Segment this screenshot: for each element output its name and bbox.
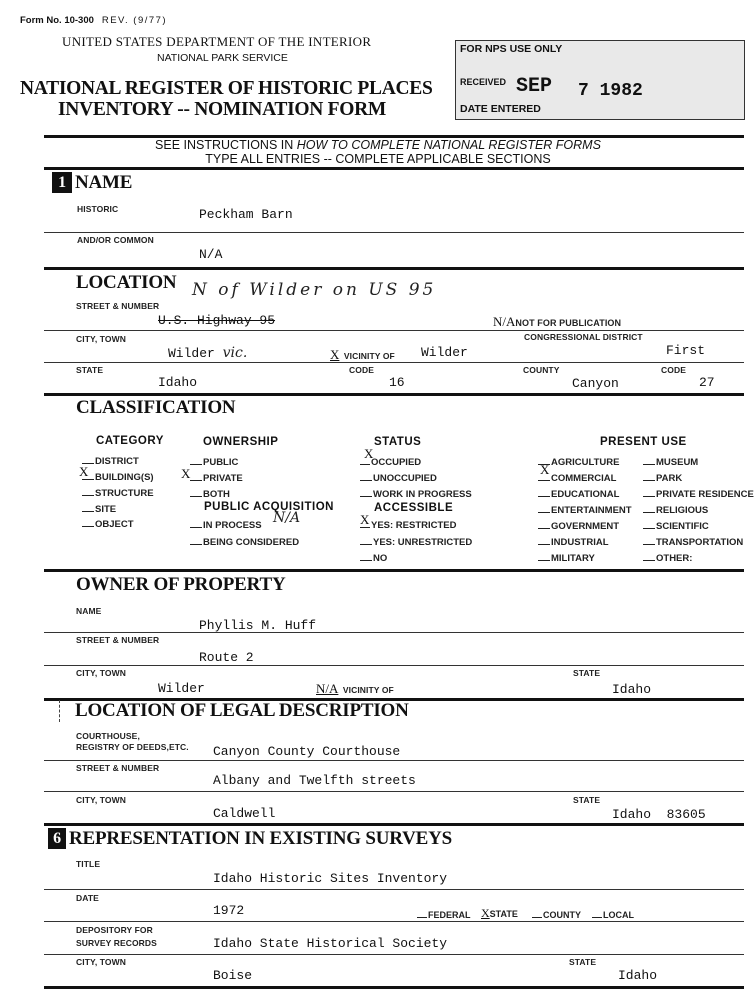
form-title-line2: INVENTORY -- NOMINATION FORM bbox=[58, 99, 387, 120]
section-legal-heading: LOCATION OF LEGAL DESCRIPTION bbox=[75, 700, 409, 721]
section-name-heading: 1 NAME bbox=[52, 172, 132, 194]
category-option-district[interactable]: DISTRICT bbox=[82, 454, 139, 467]
form-revision: REV. (9/77) bbox=[101, 15, 168, 26]
survey-level-state[interactable]: XSTATE bbox=[481, 906, 518, 920]
owner-street-label: STREET & NUMBER bbox=[76, 635, 160, 645]
ownership-heading: OWNERSHIP bbox=[203, 436, 279, 448]
congressional-district-field[interactable]: First bbox=[666, 343, 706, 358]
use-option-entertainment[interactable]: ENTERTAINMENT bbox=[538, 503, 632, 516]
survey-title-field[interactable]: Idaho Historic Sites Inventory bbox=[213, 871, 448, 886]
status-option-unoccupied[interactable]: UNOCCUPIED bbox=[360, 471, 437, 484]
survey-date-label: DATE bbox=[76, 893, 99, 903]
city-town-field[interactable]: Wilder vic. bbox=[168, 345, 248, 361]
survey-state-label: STATE bbox=[569, 957, 597, 967]
legal-city-label: CITY, TOWN bbox=[76, 795, 126, 805]
received-stamp-date: 7 1982 bbox=[578, 81, 643, 101]
common-name-field[interactable]: N/A bbox=[199, 247, 223, 262]
city-handwritten-note: vic. bbox=[222, 345, 248, 361]
use-option-industrial[interactable]: INDUSTRIAL bbox=[538, 535, 609, 548]
county-code-label: CODE bbox=[661, 365, 686, 375]
acquisition-option-being-considered[interactable]: BEING CONSIDERED bbox=[190, 535, 299, 548]
use-option-commercial[interactable]: COMMERCIAL bbox=[538, 471, 616, 484]
street-number-label: STREET & NUMBER bbox=[76, 301, 160, 311]
street-number-field[interactable]: U.S. Highway 95 bbox=[158, 313, 276, 328]
status-option-work-in-progress[interactable]: WORK IN PROGRESS bbox=[360, 487, 472, 500]
state-code-label: CODE bbox=[349, 365, 374, 375]
instructions-line2: TYPE ALL ENTRIES -- COMPLETE APPLICABLE SECTIONS bbox=[205, 152, 551, 166]
section-classification-heading: CLASSIFICATION bbox=[76, 397, 236, 418]
agency-name: NATIONAL PARK SERVICE bbox=[157, 52, 288, 64]
form-number: Form No. 10-300 REV. (9/77) bbox=[20, 15, 168, 26]
present-use-heading: PRESENT USE bbox=[600, 436, 687, 448]
use-option-military[interactable]: MILITARY bbox=[538, 551, 595, 564]
historic-name-field[interactable]: Peckham Barn bbox=[199, 207, 293, 222]
use-option-other[interactable]: OTHER: bbox=[643, 551, 692, 564]
section-number-badge: 1 bbox=[52, 172, 72, 193]
depository-field[interactable]: Idaho State Historical Society bbox=[213, 936, 448, 951]
depository-label-line1: DEPOSITORY FOR bbox=[76, 925, 153, 935]
courthouse-label-line2: REGISTRY OF DEEDS,ETC. bbox=[76, 742, 189, 752]
form-title-line1: NATIONAL REGISTER OF HISTORIC PLACES bbox=[20, 78, 433, 99]
instructions-line1: SEE INSTRUCTIONS IN HOW TO COMPLETE NATIONAL REGISTER FORMS bbox=[155, 138, 601, 152]
nps-box-heading: FOR NPS USE ONLY bbox=[460, 43, 563, 55]
status-option-occupied[interactable]: OCCUPIED bbox=[360, 455, 421, 468]
accessible-option-yes-unrestricted[interactable]: YES: UNRESTRICTED bbox=[360, 535, 472, 548]
use-option-transportation[interactable]: TRANSPORTATION bbox=[643, 535, 743, 548]
state-field[interactable]: Idaho bbox=[158, 375, 198, 390]
legal-zip: 83605 bbox=[666, 807, 706, 822]
vicinity-of-field[interactable]: Wilder bbox=[421, 345, 468, 360]
nps-use-only-box bbox=[455, 40, 745, 120]
owner-name-label: NAME bbox=[76, 606, 102, 616]
survey-level-county[interactable]: COUNTY bbox=[532, 908, 581, 920]
section-margin-marker bbox=[59, 700, 60, 722]
survey-title-label: TITLE bbox=[76, 859, 101, 869]
accessible-option-no[interactable]: NO bbox=[360, 551, 387, 564]
vicinity-checkbox[interactable]: X VICINITY OF bbox=[330, 347, 395, 362]
owner-vicinity[interactable]: N/A VICINITY OF bbox=[316, 681, 394, 696]
section-number-badge: 6 bbox=[48, 828, 66, 849]
owner-state-label: STATE bbox=[573, 668, 601, 678]
owner-state-field[interactable]: Idaho bbox=[612, 682, 652, 697]
section-owner-heading: OWNER OF PROPERTY bbox=[76, 574, 286, 595]
section-surveys-heading: 6 REPRESENTATION IN EXISTING SURVEYS bbox=[48, 828, 452, 850]
department-name: UNITED STATES DEPARTMENT OF THE INTERIOR bbox=[62, 34, 372, 49]
county-label: COUNTY bbox=[523, 365, 560, 375]
survey-city-field[interactable]: Boise bbox=[213, 968, 253, 983]
use-option-agriculture[interactable]: AGRICULTURE bbox=[538, 455, 619, 468]
location-handwritten-note: N of Wilder on US 95 bbox=[192, 280, 437, 300]
common-name-label: AND/OR COMMON bbox=[77, 235, 154, 245]
state-code-field[interactable]: 16 bbox=[389, 375, 405, 390]
acquisition-option-in-process[interactable]: IN PROCESS bbox=[190, 518, 262, 531]
acquisition-handwritten-note: N/A bbox=[273, 510, 301, 526]
courthouse-label-line1: COURTHOUSE, bbox=[76, 731, 140, 741]
survey-city-label: CITY, TOWN bbox=[76, 957, 126, 967]
owner-street-field[interactable]: Route 2 bbox=[199, 650, 254, 665]
legal-state-label: STATE bbox=[573, 795, 601, 805]
category-option-structure[interactable]: STRUCTURE bbox=[82, 486, 154, 499]
survey-date-field[interactable]: 1972 bbox=[213, 903, 245, 918]
county-field[interactable]: Canyon bbox=[572, 376, 619, 391]
accessible-heading: ACCESSIBLE bbox=[374, 502, 454, 514]
survey-level-local[interactable]: LOCAL bbox=[592, 908, 634, 920]
not-for-publication: N/ANOT FOR PUBLICATION bbox=[493, 314, 622, 329]
use-option-government[interactable]: GOVERNMENT bbox=[538, 519, 619, 532]
received-stamp-month: SEP bbox=[516, 75, 553, 98]
ownership-option-both[interactable]: BOTH bbox=[190, 487, 230, 500]
use-option-educational[interactable]: EDUCATIONAL bbox=[538, 487, 619, 500]
use-commercial-mark: X bbox=[540, 462, 550, 477]
use-option-scientific[interactable]: SCIENTIFIC bbox=[643, 519, 709, 532]
date-entered-label: DATE ENTERED bbox=[460, 103, 541, 115]
legal-city-field[interactable]: Caldwell bbox=[213, 806, 276, 821]
county-code-field[interactable]: 27 bbox=[699, 375, 715, 390]
category-option-buildings[interactable]: X BUILDING(S) bbox=[79, 464, 154, 483]
owner-city-field[interactable]: Wilder bbox=[158, 681, 205, 696]
owner-city-label: CITY, TOWN bbox=[76, 668, 126, 678]
congressional-district-label: CONGRESSIONAL DISTRICT bbox=[524, 332, 643, 342]
category-option-object[interactable]: OBJECT bbox=[82, 517, 134, 530]
legal-street-label: STREET & NUMBER bbox=[76, 763, 160, 773]
survey-state-field[interactable]: Idaho bbox=[618, 968, 658, 983]
use-option-private-residence[interactable]: PRIVATE RESIDENCE bbox=[643, 487, 754, 500]
received-label: RECEIVED bbox=[460, 77, 507, 87]
section-location-heading: LOCATION bbox=[76, 272, 177, 293]
category-option-site[interactable]: SITE bbox=[82, 502, 116, 515]
category-heading: CATEGORY bbox=[96, 435, 164, 447]
survey-level-federal[interactable]: FEDERAL bbox=[417, 908, 471, 920]
legal-state-field[interactable]: Idaho 83605 bbox=[612, 807, 706, 822]
ownership-private-mark: X bbox=[181, 466, 191, 481]
courthouse-field[interactable]: Canyon County Courthouse bbox=[213, 744, 401, 759]
depository-label-line2: SURVEY RECORDS bbox=[76, 938, 157, 948]
accessible-option-yes-restricted[interactable]: X YES: RESTRICTED bbox=[360, 512, 457, 531]
status-occupied-mark: X bbox=[364, 446, 374, 461]
public-acquisition-heading: PUBLIC ACQUISITION bbox=[204, 501, 334, 513]
owner-name-field[interactable]: Phyllis M. Huff bbox=[199, 618, 317, 633]
legal-street-field[interactable]: Albany and Twelfth streets bbox=[213, 773, 416, 788]
state-label: STATE bbox=[76, 365, 104, 375]
ownership-option-private[interactable]: PRIVATE bbox=[190, 471, 243, 484]
city-town-label: CITY, TOWN bbox=[76, 334, 126, 344]
status-heading: STATUS bbox=[374, 436, 422, 448]
use-option-religious[interactable]: RELIGIOUS bbox=[643, 503, 708, 516]
use-option-museum[interactable]: MUSEUM bbox=[643, 455, 698, 468]
historic-label: HISTORIC bbox=[77, 204, 119, 214]
use-option-park[interactable]: PARK bbox=[643, 471, 682, 484]
ownership-option-public[interactable]: PUBLIC bbox=[190, 455, 238, 468]
